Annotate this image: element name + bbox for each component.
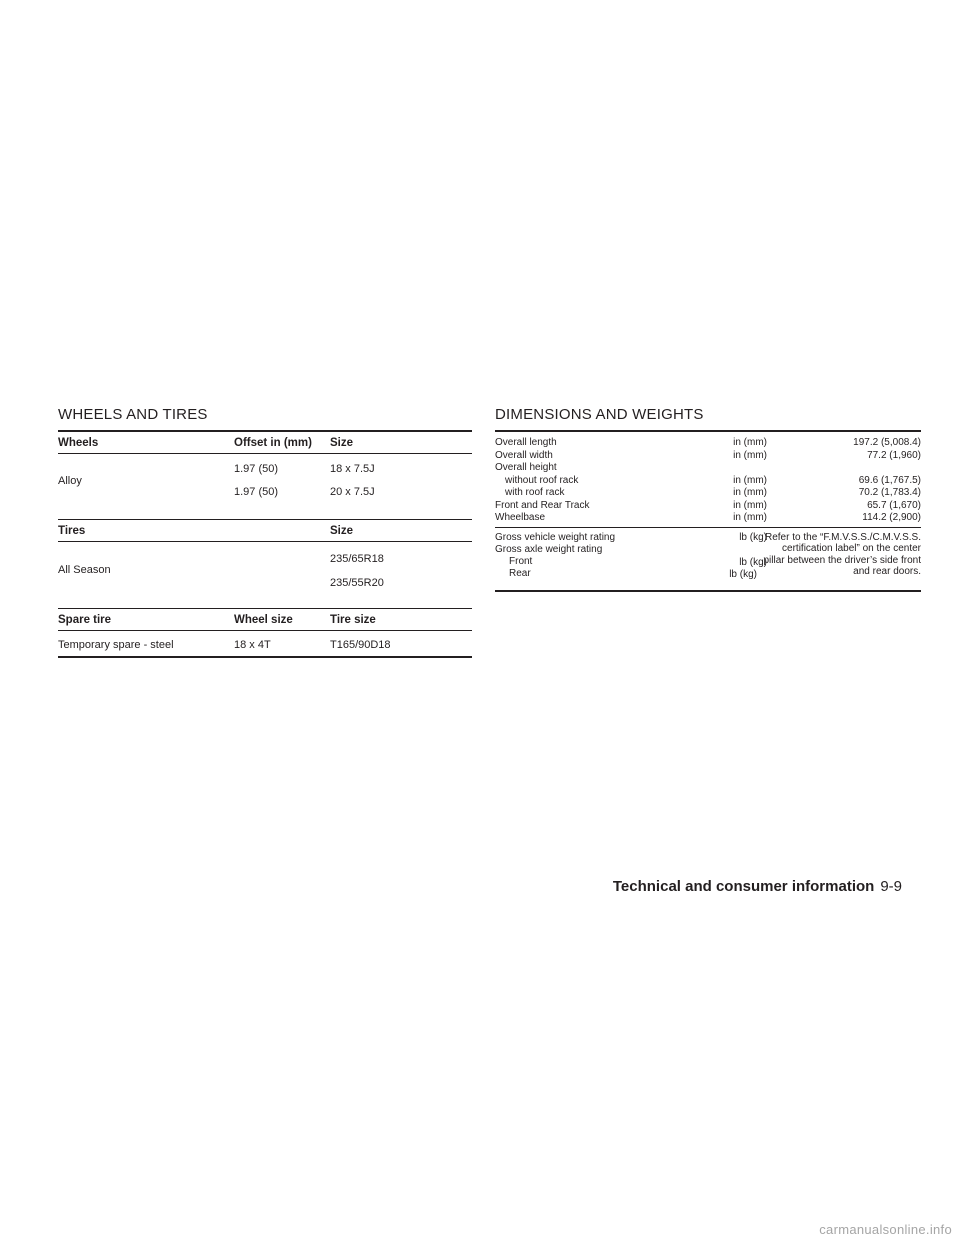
weights-block — [495, 528, 921, 590]
dimension-label: with roof rack — [505, 487, 565, 498]
dimensions-and-weights-table — [495, 430, 921, 592]
page-number: 9-9 — [880, 878, 902, 895]
dimension-unit: in (mm) — [733, 512, 767, 523]
header-wheel-size: Wheel size — [234, 614, 293, 626]
spare-wheel-size: 18 x 4T — [234, 639, 271, 651]
footer-section-label: Technical and consumer information — [612, 878, 875, 895]
wheels-header-row — [58, 432, 472, 453]
header-wheels: Wheels — [58, 437, 99, 449]
dimension-label: without roof rack — [505, 474, 579, 486]
header-offset: Offset in (mm) — [234, 437, 312, 449]
wheels-and-tires-table — [58, 430, 472, 658]
wheel-offset-1: 1.97 (50) — [234, 463, 279, 475]
dimension-label: Front and Rear Track — [495, 499, 590, 511]
watermark: carmanualsonline.info — [819, 1222, 952, 1237]
dimension-row — [495, 500, 921, 513]
dimension-row — [495, 487, 921, 500]
dimension-value: 197.2 (5,008.4) — [853, 437, 921, 448]
spare-type: Temporary spare - steel — [58, 639, 174, 651]
dimension-unit: in (mm) — [733, 437, 767, 448]
page-footer — [613, 878, 902, 895]
wheels-alloy-row — [58, 454, 472, 500]
header-spare-tire: Spare tire — [58, 614, 112, 626]
dimension-row — [495, 475, 921, 488]
dimension-label: Overall height — [495, 462, 557, 473]
front-label: Front — [509, 555, 533, 567]
dimension-value: 70.2 (1,783.4) — [858, 487, 921, 498]
dimension-value: 69.6 (1,767.5) — [858, 474, 921, 486]
header-spare-tire-size: Tire size — [330, 614, 376, 626]
dimension-row — [495, 450, 921, 463]
dimension-value: 65.7 (1,670) — [867, 499, 921, 511]
weight-rating-note: Refer to the “F.M.V.S.S./C.M.V.S.S. certification label” on the center pillar between the driver’s side front and rear doors. — [763, 531, 921, 577]
dimension-row — [495, 512, 921, 525]
header-size: Size — [330, 437, 354, 449]
tire-size-1: 235/65R18 — [330, 553, 384, 565]
wheel-size-1: 18 x 7.5J — [330, 463, 375, 475]
spare-tire-size: T165/90D18 — [330, 639, 391, 651]
tire-size-2: 235/55R20 — [330, 577, 384, 589]
dimension-unit: in (mm) — [733, 474, 767, 486]
tires-all-season-row — [58, 542, 472, 588]
gvwr-label: Gross vehicle weight rating — [495, 531, 616, 543]
wheels-and-tires-title: WHEELS AND TIRES — [58, 406, 208, 423]
front-unit: lb (kg) — [739, 556, 767, 568]
wheel-size-2: 20 x 7.5J — [330, 486, 375, 498]
dimension-label: Overall length — [495, 437, 557, 448]
header-tires: Tires — [58, 525, 86, 537]
dimension-unit: in (mm) — [733, 449, 767, 461]
dimensions-and-weights-title: DIMENSIONS AND WEIGHTS — [495, 406, 704, 423]
spare-row — [58, 631, 472, 656]
dimension-row — [495, 462, 921, 475]
dimension-unit: in (mm) — [733, 499, 767, 511]
dimension-label: Wheelbase — [495, 512, 546, 523]
dimension-value: 77.2 (1,960) — [867, 449, 921, 461]
gawr-label: Gross axle weight rating — [495, 543, 603, 555]
dimension-row — [495, 437, 921, 450]
table-bottom-rule — [58, 656, 472, 658]
rear-unit: lb (kg) — [729, 568, 757, 580]
dimension-value: 114.2 (2,900) — [862, 512, 921, 523]
spare-header-row — [58, 609, 472, 630]
dimension-unit: in (mm) — [733, 487, 767, 498]
rear-label: Rear — [509, 567, 531, 579]
gvwr-unit: lb (kg) — [739, 531, 767, 543]
dimension-label: Overall width — [495, 449, 553, 461]
table-bottom-rule — [495, 590, 921, 592]
wheel-offset-2: 1.97 (50) — [234, 486, 279, 498]
wheel-type: Alloy — [58, 475, 82, 487]
header-tire-size: Size — [330, 525, 354, 537]
tire-type: All Season — [58, 564, 111, 576]
tires-header-row — [58, 520, 472, 541]
